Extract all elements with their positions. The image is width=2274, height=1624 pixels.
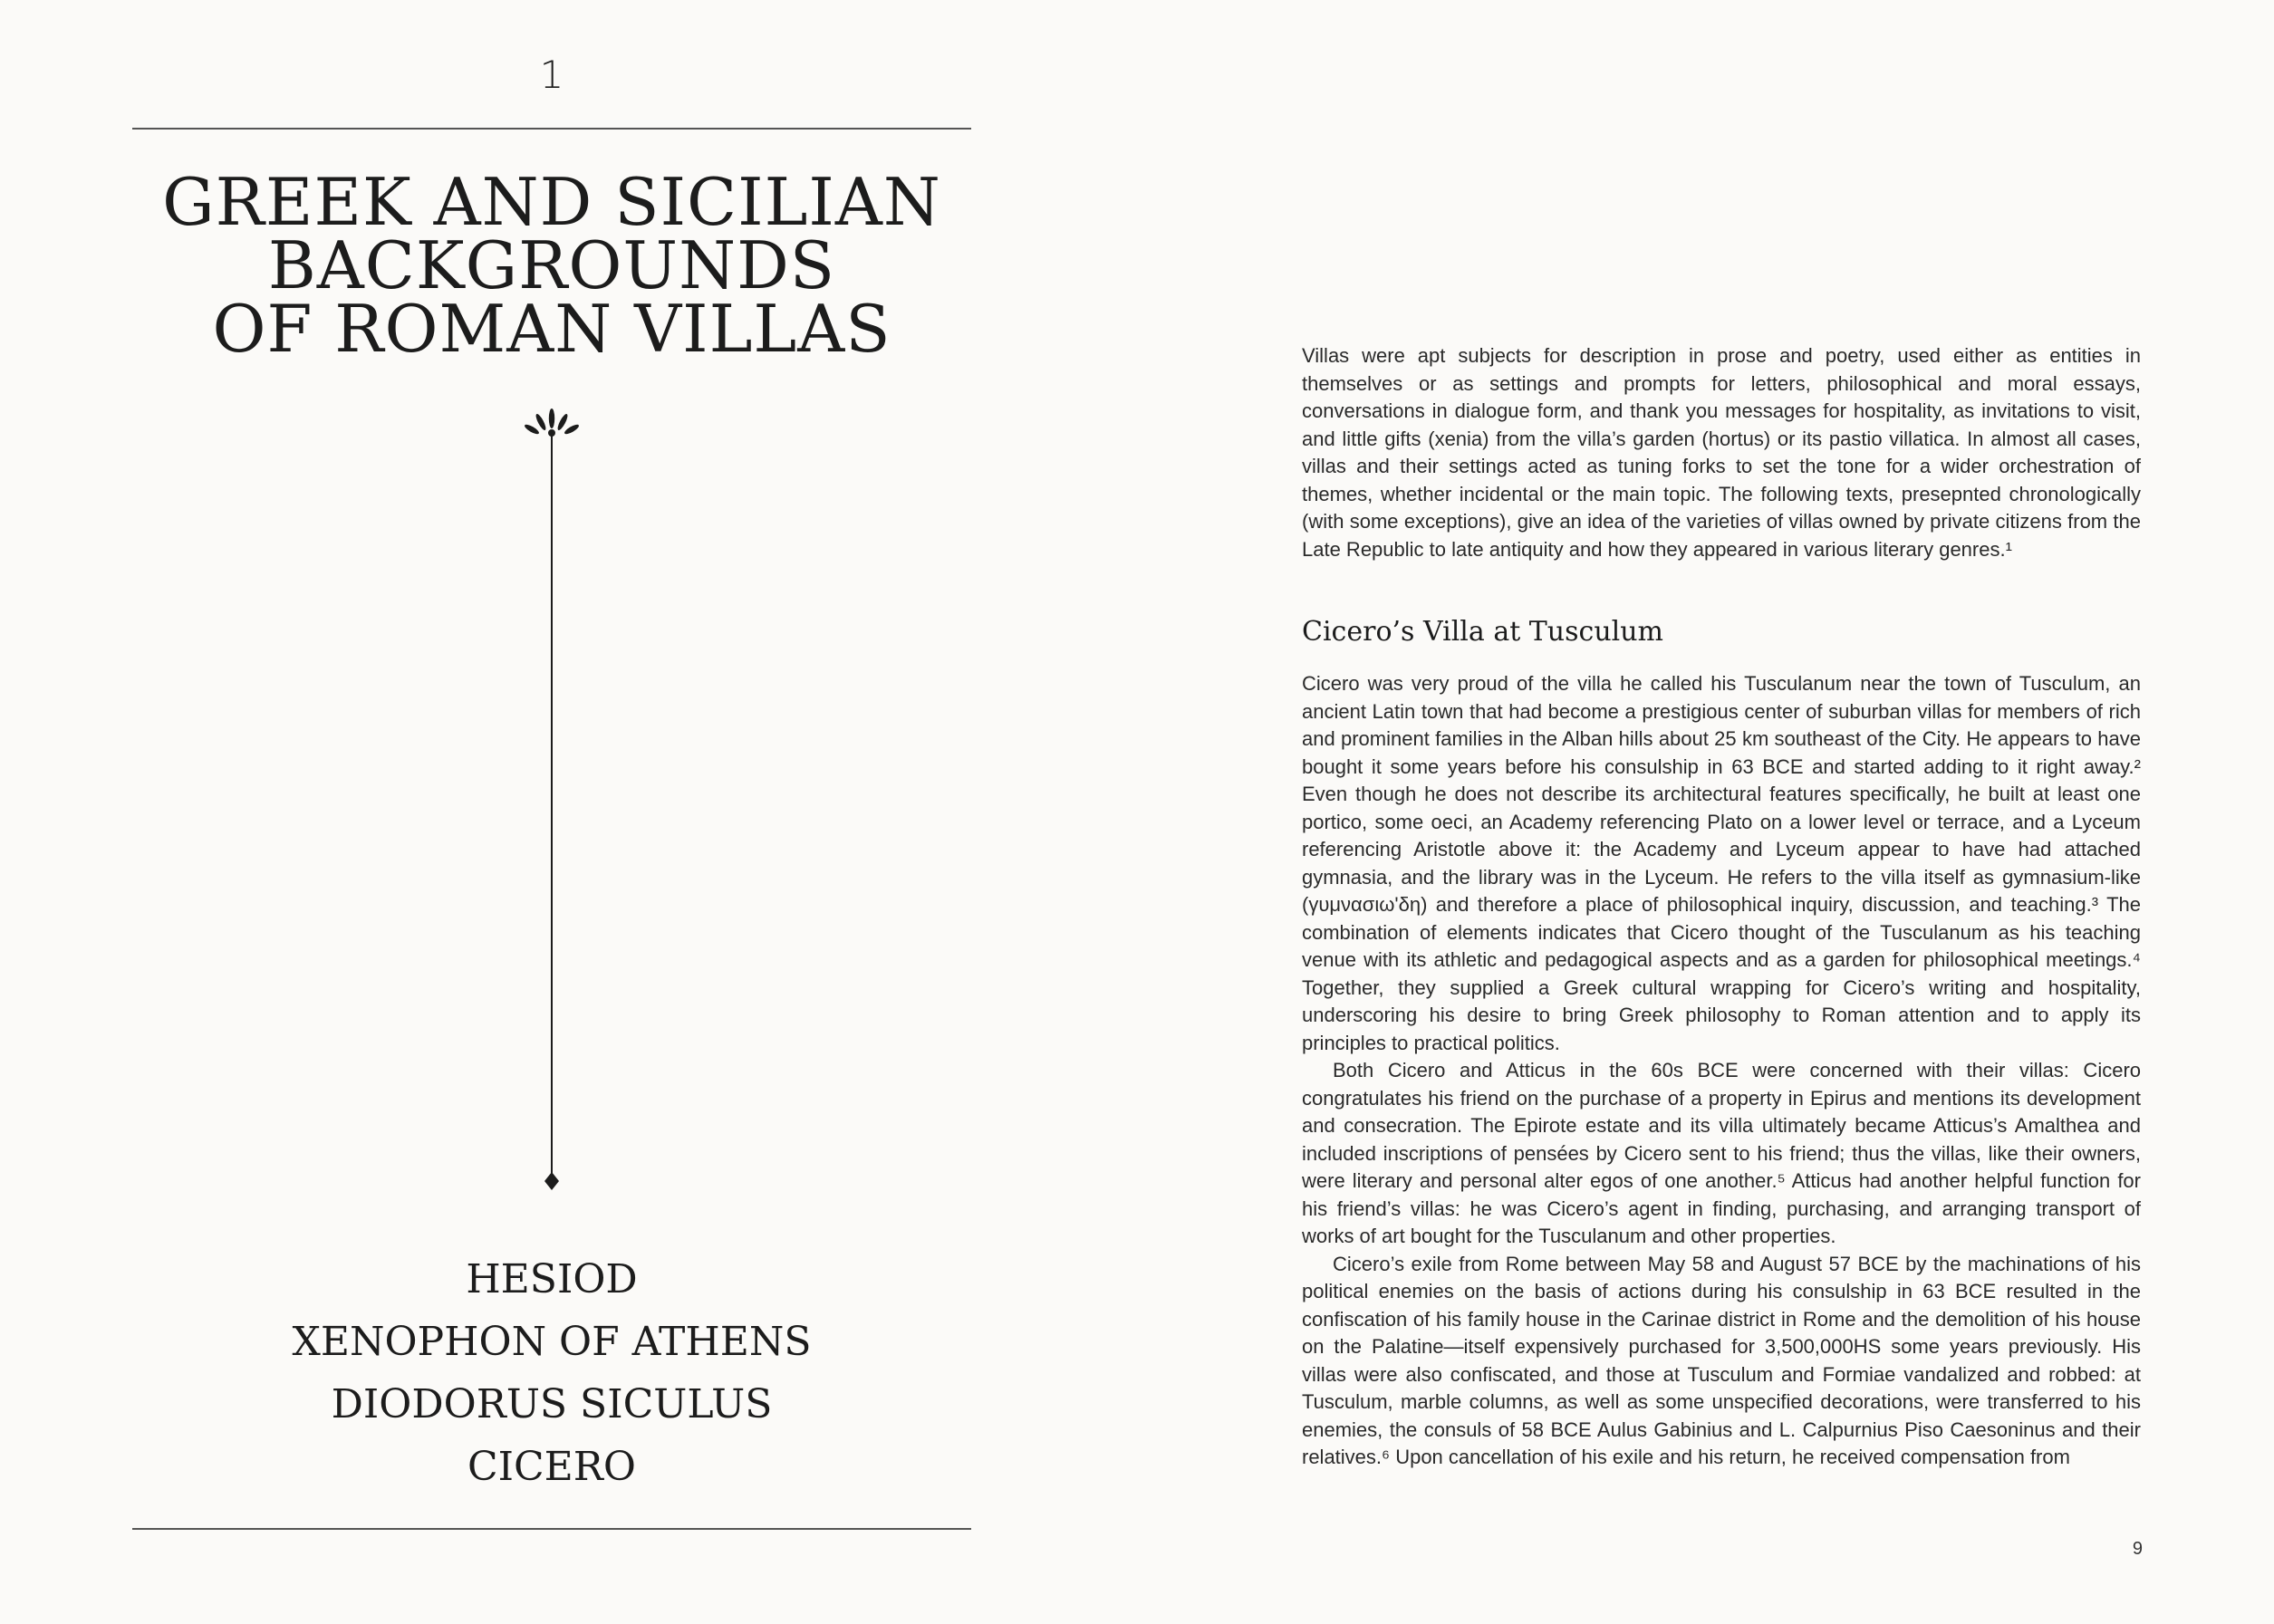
chapter-title-line: BACKGROUNDS xyxy=(267,227,836,303)
body-paragraph: Both Cicero and Atticus in the 60s BCE were concerned with their villas: Cicero congratulates his friend on the purchase of a property in Epirus and mentions its development and consecration. The Epirote estate and its villa ultimately became Atticus’s Amalthea and included inscriptions of pensées by Cicero sent to his friend; thus the villas, like their owners, were literary and personal alter egos of one another.⁵ Atticus had another helpful function for his friend’s villas: he was Cicero’s agent in finding, purchasing, and arranging transport of works of art bought for the Tusculanum and other properties. xyxy=(1302,1059,2141,1247)
chapter-title-line: OF ROMAN VILLAS xyxy=(212,291,891,367)
author-list xyxy=(132,1248,971,1498)
author-name: HESIOD xyxy=(466,1256,638,1302)
chapter-title xyxy=(132,164,971,367)
author-name: CICERO xyxy=(467,1444,637,1490)
chapter-number: 1 xyxy=(539,53,564,97)
floral-ornament-icon xyxy=(132,406,971,1194)
top-rule xyxy=(132,128,971,130)
body-paragraph: Cicero was very proud of the villa he called his Tusculanum near the town of Tusculum, an ancient Latin town that had become a prestigious center of suburban villas for members of rich and prominent families in the Alban hills about 25 km southeast of the City. He appears to have bought it some years before his consulship in 63 BCE and started adding to it right away.² Even though he does not describe its architectural features specifically, he built at least one portico, some oeci, an Academy referencing Plato on a lower level or terrace, and a Lyceum referencing Aristotle above it: the Academy and Lyceum appear to have had attached gymnasia, and the library was in the Lyceum. He refers to the villa itself as gymnasium-like (γυμνασιω'δη) and therefore a place of philosophical inquiry, discussion, and teaching.³ The combination of elements indicates that Cicero thought of the Tusculanum as his teaching venue with its athletic and pedagogical aspects and as a garden for philosophical meetings.⁴ Together, they supplied a Greek cultural wrapping for Cicero’s writing and hospitality, underscoring his desire to bring Greek philosophy to Roman attention and to apply its principles to practical politics. xyxy=(1302,672,2141,1054)
intro-paragraph: Villas were apt subjects for description in prose and poetry, used either as entities in themselves or as settings and prompts for letters, philosophical and moral essays, conversations in dialogue form, and thank you messages for hospitality, as invitations to visit, and little gifts (xenia) from the villa’s garden (hortus) or its pastio villatica. In almost all cases, villas and their settings acted as tuning forks to set the tone for a wider orchestration of themes, whether incidental or the main topic. The following texts, presepnted chronologically (with some exceptions), give an idea of the varieties of villas owned by private citizens from the Late Republic to late antiquity and how they appeared in various literary genres.¹ xyxy=(1302,344,2141,561)
page-number: 9 xyxy=(2132,1539,2143,1559)
bottom-rule xyxy=(132,1528,971,1530)
body-paragraph: Cicero’s exile from Rome between May 58 and August 57 BCE by the machinations of his political enemies on the basis of actions during his consulship in 63 BCE resulted in the confiscation of his family house in the Carinae district in Rome and the demolition of his house on the Palatine—itself expensively purchased for 3,500,000HS some years previously. His villas were also confiscated, and those at Tusculum and Formiae vandalized and robbed: at Tusculum, marble columns, as well as some unspecified decorations, were transferred to his enemies, the consuls of 58 BCE Aulus Gabinius and L. Calpurnius Piso Caesoninus and their relatives.⁶ Upon cancellation of his exile and his return, he received compensation from xyxy=(1302,1252,2141,1468)
chapter-title-line: GREEK AND SICILIAN xyxy=(162,164,941,240)
left-page xyxy=(132,0,971,1624)
author-name: XENOPHON OF ATHENS xyxy=(292,1319,812,1365)
author-name: DIODORUS SICULUS xyxy=(331,1381,773,1427)
section-heading: Cicero’s Villa at Tusculum xyxy=(1302,616,1664,648)
right-page xyxy=(1302,342,2141,1472)
